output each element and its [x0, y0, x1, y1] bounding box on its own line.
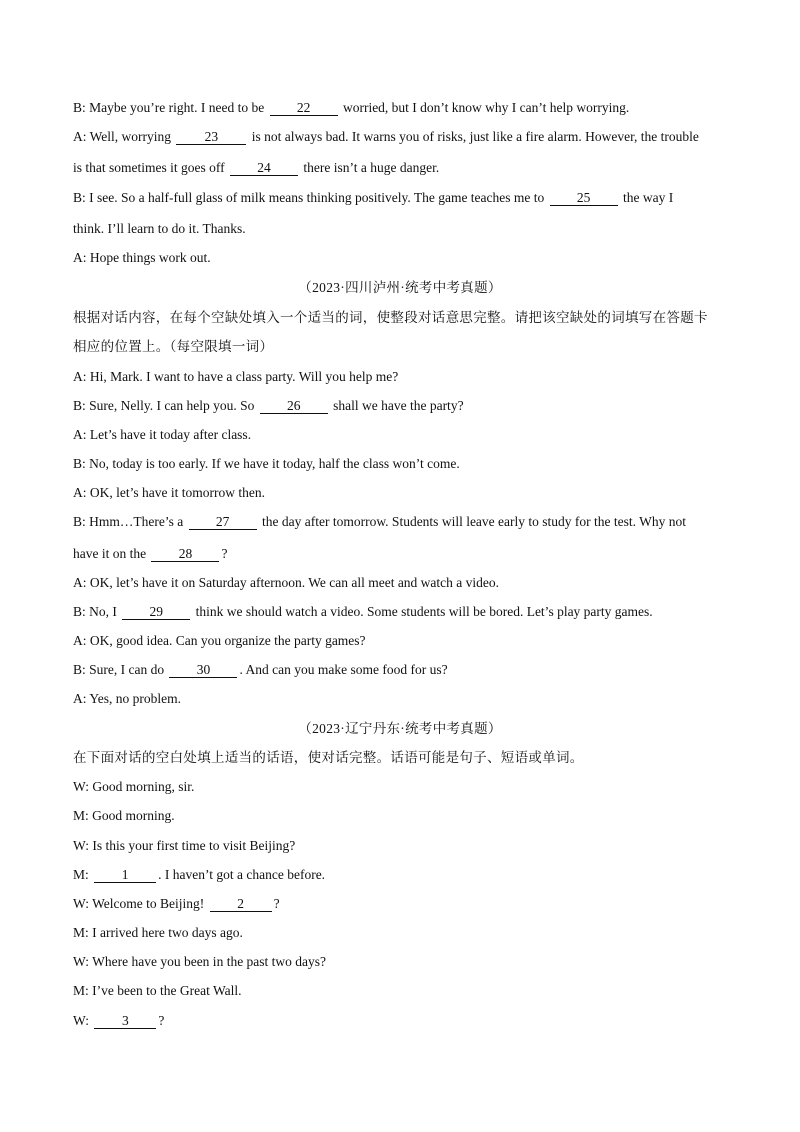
line-text: B: Maybe you’re right. I need to be: [73, 100, 268, 115]
line-text: A: Well, worrying: [73, 129, 175, 144]
line-text: the way I: [619, 190, 674, 205]
answer-blank-24[interactable]: 24: [230, 160, 298, 176]
dialogue2-line: [73, 513, 740, 531]
dialogue2-line: A: Hi, Mark. I want to have a class party. Will you help me?: [73, 369, 399, 384]
line-text: think we should watch a video. Some students will be bored. Let’s play party games.: [192, 604, 653, 619]
answer-blank-3[interactable]: 3: [94, 1013, 156, 1029]
dialogue2-line: [73, 545, 740, 563]
dialogue3-line: [73, 895, 740, 913]
line-text: B: I see. So a half-full glass of milk means thinking positively. The game teaches me to: [73, 190, 548, 205]
instructions: 根据对话内容，在每个空缺处填入一个适当的词，使整段对话意思完整。请把该空缺处的词填写在答题卡: [73, 310, 708, 325]
dialogue2-line: B: No, today is too early. If we have it today, half the class won’t come.: [73, 456, 460, 471]
line-text: is not always bad. It warns you of risks, just like a fire alarm. However, the trouble: [248, 129, 699, 144]
dialogue3-line: M: Good morning.: [73, 808, 175, 823]
dialogue2-line: A: OK, let’s have it tomorrow then.: [73, 485, 265, 500]
line-text: shall we have the party?: [329, 398, 464, 413]
dialogue2-line: [73, 661, 740, 679]
source-heading: （2023·四川泸州·统考中考真题）: [298, 280, 502, 295]
dialogue2-line: A: OK, let’s have it on Saturday afternoon. We can all meet and watch a video.: [73, 575, 500, 590]
line-text: ?: [158, 1013, 165, 1028]
answer-blank-2[interactable]: 2: [210, 896, 272, 912]
dialogue1-line: think. I’ll learn to do it. Thanks.: [73, 221, 246, 236]
dialogue2-line: A: OK, good idea. Can you organize the party games?: [73, 633, 366, 648]
dialogue3-line: M: I arrived here two days ago.: [73, 925, 243, 940]
instructions: 在下面对话的空白处填上适当的话语，使对话完整。话语可能是句子、短语或单词。: [73, 750, 584, 765]
line-text: is that sometimes it goes off: [73, 160, 228, 175]
source-heading: （2023·辽宁丹东·统考中考真题）: [298, 721, 502, 736]
dialogue1-line: [73, 189, 740, 207]
dialogue3-line: M: I’ve been to the Great Wall.: [73, 983, 242, 998]
line-text: . And can you make some food for us?: [239, 662, 448, 677]
dialogue1-line: [73, 128, 740, 146]
line-text: the day after tomorrow. Students will leave early to study for the test. Why not: [258, 514, 687, 529]
line-text: B: No, I: [73, 604, 121, 619]
dialogue1-line: [73, 99, 740, 117]
instructions: 相应的位置上。（每空限填一词）: [73, 339, 274, 354]
answer-blank-30[interactable]: 30: [169, 662, 237, 678]
answer-blank-29[interactable]: 29: [122, 604, 190, 620]
line-text: worried, but I don’t know why I can’t help worrying.: [339, 100, 630, 115]
dialogue3-line: W: Good morning, sir.: [73, 779, 195, 794]
line-text: M:: [73, 867, 93, 882]
line-text: B: Sure, I can do: [73, 662, 168, 677]
answer-blank-25[interactable]: 25: [550, 190, 618, 206]
dialogue2-line: [73, 397, 740, 415]
line-text: . I haven’t got a chance before.: [158, 867, 326, 882]
answer-blank-1[interactable]: 1: [94, 867, 156, 883]
answer-blank-28[interactable]: 28: [151, 546, 219, 562]
line-text: there isn’t a huge danger.: [300, 160, 440, 175]
dialogue1-line: [73, 159, 740, 177]
answer-blank-26[interactable]: 26: [260, 398, 328, 414]
dialogue3-line: W: Is this your first time to visit Beijing?: [73, 838, 296, 853]
answer-blank-27[interactable]: 27: [189, 514, 257, 530]
line-text: B: Hmm…There’s a: [73, 514, 187, 529]
dialogue2-line: A: Let’s have it today after class.: [73, 427, 252, 442]
line-text: W: Welcome to Beijing!: [73, 896, 208, 911]
dialogue2-line: [73, 603, 740, 621]
dialogue3-line: [73, 1012, 740, 1030]
line-text: B: Sure, Nelly. I can help you. So: [73, 398, 258, 413]
dialogue1-line: A: Hope things work out.: [73, 250, 211, 265]
answer-blank-22[interactable]: 22: [270, 100, 338, 116]
dialogue3-line: [73, 866, 740, 884]
answer-blank-23[interactable]: 23: [176, 129, 246, 145]
dialogue2-line: A: Yes, no problem.: [73, 691, 182, 706]
dialogue3-line: W: Where have you been in the past two days?: [73, 954, 327, 969]
line-text: ?: [221, 546, 228, 561]
line-text: ?: [273, 896, 280, 911]
line-text: W:: [73, 1013, 93, 1028]
line-text: have it on the: [73, 546, 150, 561]
